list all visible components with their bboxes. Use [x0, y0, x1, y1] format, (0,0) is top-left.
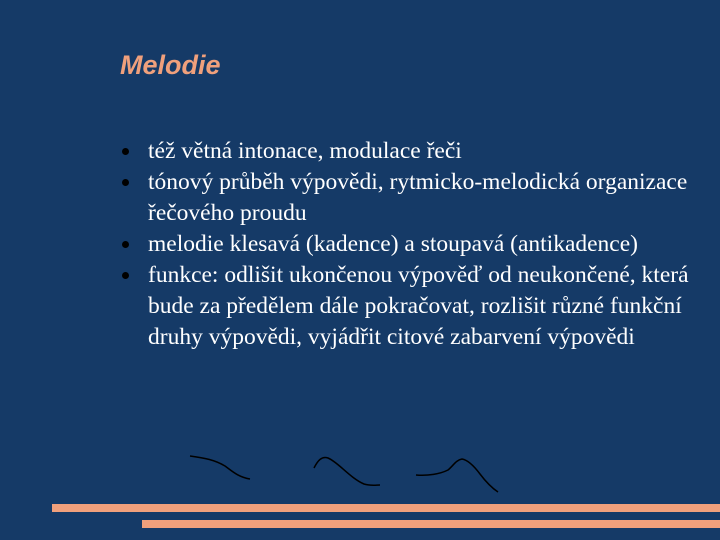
bullet-text: melodie klesavá (kadence) a stoupavá (antikadence) — [148, 231, 638, 257]
bullet-dot-icon — [122, 179, 129, 186]
bullet-text: též větná intonace, modulace řeči — [148, 138, 462, 164]
bullet-item — [148, 167, 708, 229]
bullet-list — [148, 136, 708, 353]
bullet-dot-icon — [122, 272, 129, 279]
decorative-bar-top — [52, 504, 720, 512]
bullet-dot-icon — [122, 148, 129, 155]
bullet-text: funkce: odlišit ukončenou výpověď od neukončené, která bude za předělem dále pokračovat, rozlišit různé funkční druhy výpovědi, vyjádřit citové zabarvení výpovědi — [148, 262, 689, 350]
bullet-item — [148, 260, 708, 353]
peak-curve-icon — [416, 459, 498, 492]
bullet-item — [148, 229, 708, 260]
slide-title: Melodie — [120, 50, 221, 80]
rising-falling-curve-icon — [314, 457, 380, 485]
bullet-dot-icon — [122, 241, 129, 248]
falling-curve-icon — [190, 456, 250, 479]
decorative-bar-bottom — [142, 520, 720, 528]
bullet-item — [148, 136, 708, 167]
bullet-text: tónový průběh výpovědi, rytmicko-melodická organizace řečového proudu — [148, 169, 688, 226]
